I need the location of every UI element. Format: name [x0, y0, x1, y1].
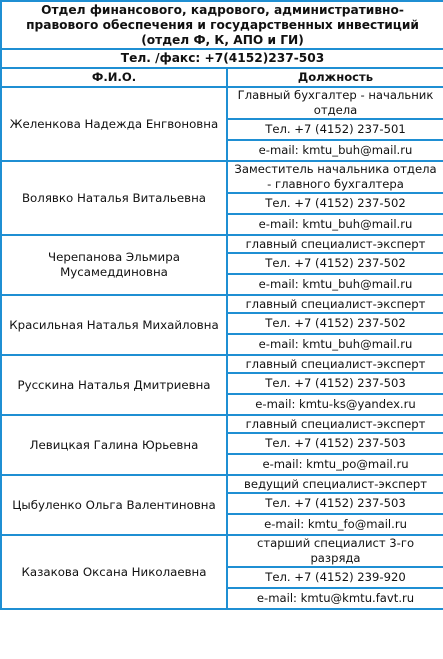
- staff-phone: Тел. +7 (4152) 237-502: [227, 193, 443, 214]
- staff-position: ведущий специалист-эксперт: [227, 475, 443, 493]
- staff-row-7: [1, 535, 443, 567]
- staff-row-5: [1, 415, 443, 433]
- staff-name: Желенкова Надежда Енгвоновна: [1, 87, 227, 161]
- staff-row-1: [1, 161, 443, 193]
- staff-phone: Тел. +7 (4152) 237-503: [227, 373, 443, 394]
- staff-position: Заместитель начальника отдела - главного бухгалтера: [227, 161, 443, 193]
- staff-phone: Тел. +7 (4152) 239-920: [227, 567, 443, 588]
- department-phone-fax: Тел. /факс: +7(4152)237-503: [1, 49, 443, 68]
- staff-phone: Тел. +7 (4152) 237-502: [227, 313, 443, 334]
- staff-email[interactable]: e-mail: kmtu_po@mail.ru: [227, 454, 443, 475]
- staff-name: Левицкая Галина Юрьевна: [1, 415, 227, 475]
- staff-email[interactable]: e-mail: kmtu_buh@mail.ru: [227, 334, 443, 355]
- staff-name: Красильная Наталья Михайловна: [1, 295, 227, 355]
- staff-phone: Тел. +7 (4152) 237-502: [227, 253, 443, 274]
- staff-email[interactable]: e-mail: kmtu-ks@yandex.ru: [227, 394, 443, 415]
- staff-email[interactable]: e-mail: kmtu_buh@mail.ru: [227, 140, 443, 161]
- staff-phone: Тел. +7 (4152) 237-503: [227, 493, 443, 514]
- column-header-name: Ф.И.О.: [1, 68, 227, 87]
- staff-table-body: [1, 1, 443, 609]
- staff-phone: Тел. +7 (4152) 237-503: [227, 433, 443, 454]
- column-header-row: [1, 68, 443, 87]
- staff-name: Цыбуленко Ольга Валентиновна: [1, 475, 227, 535]
- staff-email[interactable]: e-mail: kmtu@kmtu.favt.ru: [227, 588, 443, 609]
- staff-row-2: [1, 235, 443, 253]
- staff-position: главный специалист-эксперт: [227, 295, 443, 313]
- staff-position: Главный бухгалтер - начальник отдела: [227, 87, 443, 119]
- staff-row-3: [1, 295, 443, 313]
- staff-position: главный специалист-эксперт: [227, 355, 443, 373]
- staff-email[interactable]: e-mail: kmtu_buh@mail.ru: [227, 274, 443, 295]
- column-header-position: Должность: [227, 68, 443, 87]
- department-title: Отдел финансового, кадрового, административно-правового обеспечения и государственных инвестиций (отдел Ф, К, АПО и ГИ): [1, 1, 443, 49]
- staff-email[interactable]: e-mail: kmtu_fo@mail.ru: [227, 514, 443, 535]
- staff-row-6: [1, 475, 443, 493]
- staff-email[interactable]: e-mail: kmtu_buh@mail.ru: [227, 214, 443, 235]
- staff-row-0: [1, 87, 443, 119]
- staff-name: Русскина Наталья Дмитриевна: [1, 355, 227, 415]
- staff-name: Казакова Оксана Николаевна: [1, 535, 227, 609]
- staff-position: главный специалист-эксперт: [227, 415, 443, 433]
- department-title-row: [1, 1, 443, 49]
- staff-name: Черепанова Эльмира Мусамеддиновна: [1, 235, 227, 295]
- staff-phone: Тел. +7 (4152) 237-501: [227, 119, 443, 140]
- staff-position: главный специалист-эксперт: [227, 235, 443, 253]
- staff-name: Волявко Наталья Витальевна: [1, 161, 227, 235]
- phone-fax-row: [1, 49, 443, 68]
- staff-position: старший специалист 3-го разряда: [227, 535, 443, 567]
- staff-row-4: [1, 355, 443, 373]
